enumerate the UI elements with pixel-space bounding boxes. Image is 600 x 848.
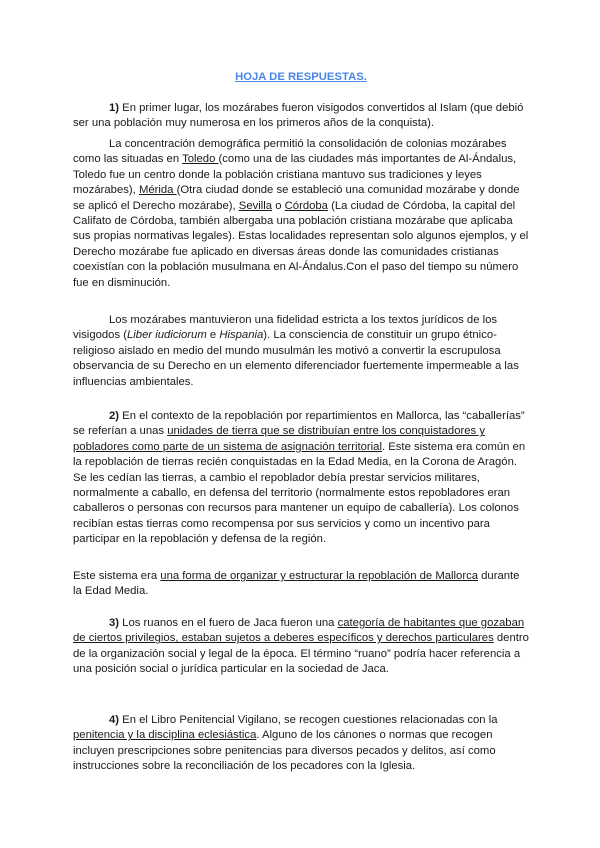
liber-iudiciorum-title: Liber iudiciorum — [127, 329, 207, 342]
answer-4-number: 4) — [109, 714, 120, 726]
answer-1-p2-text-b: (como una de las ciudades más importantes de Al-Ándalus, Toledo fue un centro donde la población cristiana mantuvo sus tradiciones y leyes mozárabes), — [73, 153, 517, 197]
answer-1-p2-or: o — [272, 199, 285, 212]
answer-2-number: 2) — [109, 410, 120, 422]
answer-2-p2-highlight: una forma de organizar y estructurar la repoblación de Mallorca — [160, 570, 479, 582]
answer-2-p2-text-b: durante la Edad Media. — [73, 570, 520, 598]
answer-1-paragraph-1 — [73, 101, 529, 132]
answer-3-text-a: Los ruanos en el fuero de Jaca fueron una — [119, 617, 338, 629]
answer-4-text-a: En el Libro Penitencial Vigilano, se recogen cuestiones relacionadas con la — [119, 714, 498, 726]
answer-4-text-b: . Alguno de los cánones o normas que recogen incluyen prescripciones sobre penitencias para diversos pecados y delitos, así como instrucciones sobre la reconciliación de los pecadores con la Iglesia. — [73, 729, 496, 773]
answer-4-highlight: penitencia y la disciplina eclesiástica — [73, 729, 257, 742]
answer-3-highlight: categoría de habitantes que gozaban de ciertos privilegios, estaban sujetos a deberes específicos y derechos particulares — [73, 617, 525, 645]
answer-3-paragraph — [73, 616, 529, 678]
answer-3-text-b: dentro de la organización social y legal de la época. El término “ruano” podría hacer referencia a una posición social o jurídica particular en la sociedad de Jaca. — [73, 632, 529, 676]
answer-1-p2-text-a: La concentración demográfica permitió la consolidación de colonias mozárabes como las situadas en — [73, 138, 507, 166]
answer-2-paragraph-2 — [73, 569, 529, 600]
answer-1-p3-and: e — [206, 329, 220, 342]
answer-1-p2-text-d: (La ciudad de Córdoba, la capital del Califato de Córdoba, también albergaba una población cristiana mozárabe que aplicaba sus propias normativas legales). Estas localidades representan solo algunos ejemplos, y el Derecho mozárabe fue aplicado en diversas áreas donde las comunidades cristianas coexistían con la población musulmana en Al-Ándalus.Con el paso del tiempo su número fue en disminución. — [73, 199, 529, 289]
hispania-title: Hispania — [219, 329, 264, 342]
answer-2-text-a: En el contexto de la repoblación por repartimientos en Mallorca, las “caballerías” se referían a unas — [73, 410, 525, 438]
answer-1-p3-text-a: Los mozárabes mantuvieron una fidelidad estricta a los textos jurídicos de los visigodos ( — [73, 314, 498, 342]
answer-1-number: 1) — [109, 102, 120, 114]
answer-2-p2-text-a: Este sistema era — [73, 570, 161, 582]
answer-1-p3-text-b: ). La consciencia de constituir un grupo étnico-religioso aislado en medio del mundo musulmán les motivó a convertir la escrupulosa observancia de su Derecho en un elemento diferenciador fuertemente impermeable a las influencias ambientales. — [73, 329, 519, 388]
answer-2-paragraph-1 — [73, 409, 529, 548]
answer-4-paragraph — [73, 713, 529, 775]
answer-2-text-b: . Este sistema era común en la repoblación de tierras recién conquistadas en la Edad Media, en la Corona de Aragón. Se les cedían las tierras, a cambio el repoblador debía prestar servicios militares, normalmente a caballo, en defensa del territorio (normalmente estos repobladores eran caballeros o personas con recursos para mantener un equipo de caballería). Los colonos recibían estas tierras como recompensa por sus servicios y como un incentivo para participar en la repoblación y defensa de la región. — [73, 440, 526, 546]
toledo-link: Toledo — [182, 153, 219, 166]
answer-1-paragraph-3 — [73, 313, 529, 390]
answer-1-paragraph-2 — [73, 137, 529, 291]
answer-1-text: En primer lugar, los mozárabes fueron visigodos convertidos al Islam (que debió ser una población muy numerosa en los primeros años de la conquista). — [73, 102, 524, 130]
page-title: HOJA DE RESPUESTAS. — [235, 71, 367, 83]
merida-link: Mérida — [138, 184, 177, 197]
answer-3-number: 3) — [109, 617, 120, 629]
sevilla-link: Sevilla — [238, 199, 273, 212]
answer-1-p2-text-c: (Otra ciudad donde se estableció una comunidad mozárabe y donde se aplicó el Derecho mozárabe), — [73, 184, 520, 212]
answer-2-highlight: unidades de tierra que se distribuían entre los conquistadores y pobladores como parte de un sistema de asignación territorial — [73, 425, 485, 453]
cordoba-link: Córdoba — [284, 199, 328, 212]
